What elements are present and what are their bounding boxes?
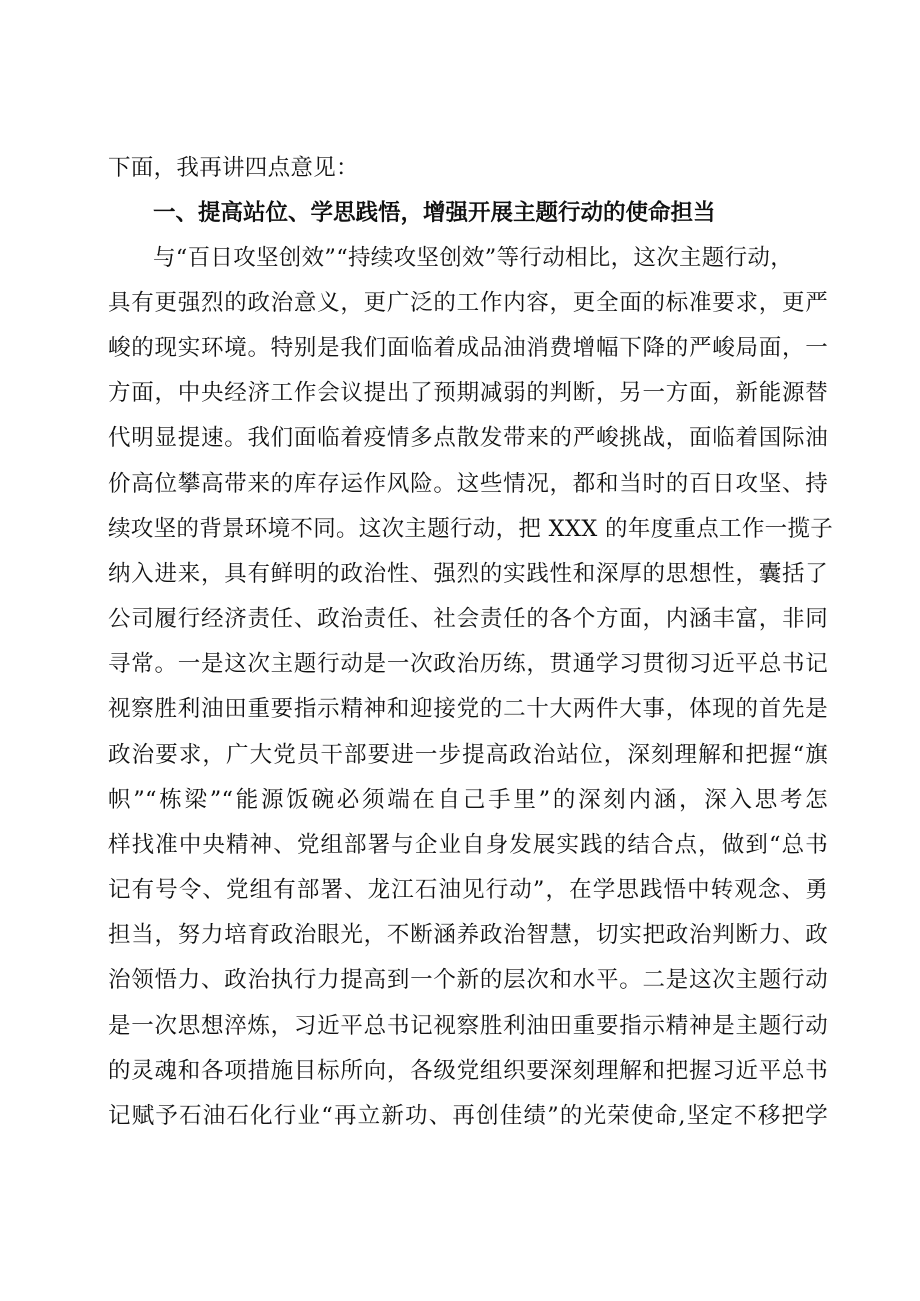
intro-line: 下面，我再讲四点意见： (108, 155, 359, 181)
paragraph-line: 与“百日攻坚创效”“持续攻坚创效”等行动相比，这次主题行动， (153, 245, 794, 271)
paragraph-line: 的灵魂和各项措施目标所向，各级党组织要深刻理解和把握习近平总书 (108, 1058, 828, 1084)
paragraph-line: 寻常。一是这次主题行动是一次政治历练，贯通学习贯彻习近平总书记 (108, 651, 828, 677)
paragraph-line: 公司履行经济责任、政治责任、社会责任的各个方面，内涵丰富，非同 (108, 606, 828, 632)
paragraph-line: 是一次思想淬炼，习近平总书记视察胜利油田重要指示精神是主题行动 (108, 1013, 828, 1039)
paragraph-line: 样找准中央精神、党组部署与企业自身发展实践的结合点，做到“总书 (108, 832, 828, 858)
paragraph-line: 记赋予石油石化行业“再立新功、再创佳绩”的光荣使命,坚定不移把学 (108, 1103, 828, 1129)
paragraph-line: 峻的现实环境。特别是我们面临着成品油消费增幅下降的严峻局面，一 (108, 335, 828, 361)
paragraph-line: 方面，中央经济工作会议提出了预期减弱的判断，另一方面，新能源替 (108, 380, 828, 406)
paragraph-line: 代明显提速。我们面临着疫情多点散发带来的严峻挑战，面临着国际油 (108, 425, 828, 451)
paragraph-line: 政治要求，广大党员干部要进一步提高政治站位，深刻理解和把握“旗 (108, 742, 828, 768)
paragraph-line: 治领悟力、政治执行力提高到一个新的层次和水平。二是这次主题行动 (108, 967, 828, 993)
paragraph-line: 价高位攀高带来的库存运作风险。这些情况，都和当时的百日攻坚、持 (108, 471, 828, 497)
paragraph-line: 担当，努力培育政治眼光，不断涵养政治智慧，切实把政治判断力、政 (108, 922, 828, 948)
paragraph-line: 记有号令、党组有部署、龙江石油见行动”，在学思践悟中转观念、勇 (108, 877, 828, 903)
paragraph-line: 续攻坚的背景环境不同。这次主题行动，把 XXX 的年度重点工作一揽子 (108, 516, 834, 542)
paragraph-line: 具有更强烈的政治意义，更广泛的工作内容，更全面的标准要求，更严 (108, 290, 828, 316)
paragraph-line: 纳入进来，具有鲜明的政治性、强烈的实践性和深厚的思想性，囊括了 (108, 561, 828, 587)
paragraph-line: 视察胜利油田重要指示精神和迎接党的二十大两件大事，体现的首先是 (108, 696, 828, 722)
section-heading: 一、提高站位、学思践悟，增强开展主题行动的使命担当 (153, 200, 716, 226)
paragraph-line: 帜”“栋梁”“能源饭碗必须端在自己手里”的深刻内涵，深入思考怎 (108, 787, 828, 813)
